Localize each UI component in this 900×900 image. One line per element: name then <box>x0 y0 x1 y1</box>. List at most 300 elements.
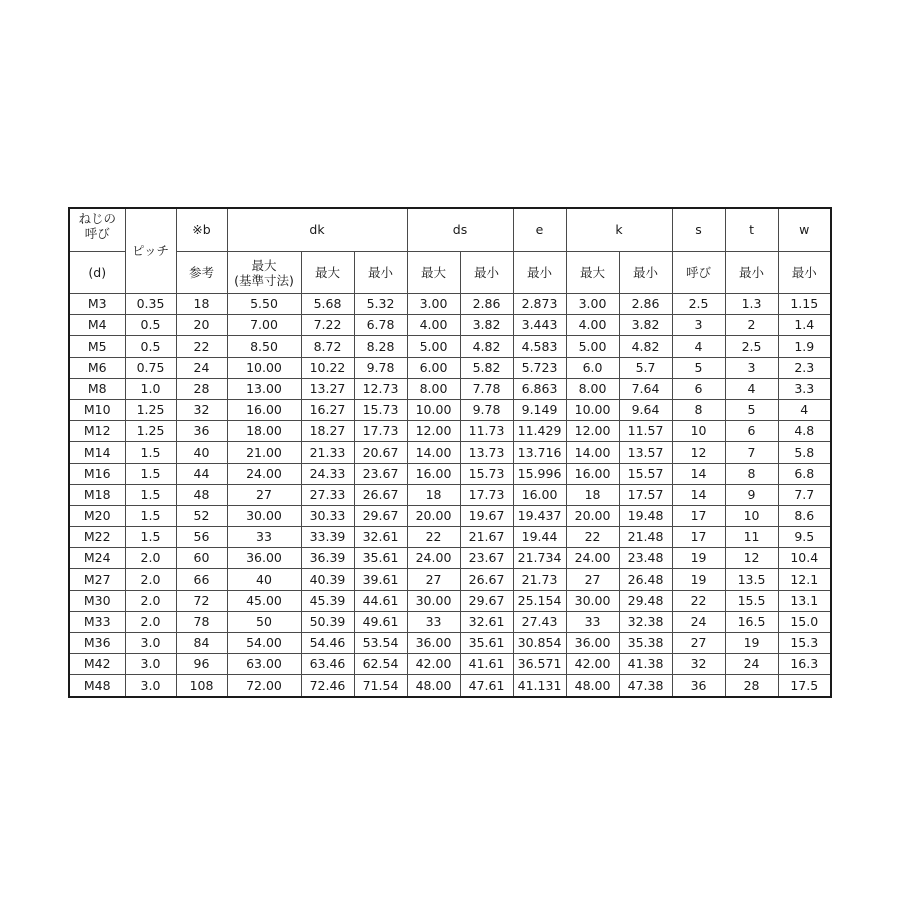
cell-ds-max: 5.00 <box>407 336 460 357</box>
cell-pitch: 0.5 <box>125 315 176 336</box>
cell-dk-max: 13.27 <box>301 378 354 399</box>
header-w: w <box>778 208 831 252</box>
cell-t-min: 19 <box>725 633 778 654</box>
table-row <box>69 675 831 697</box>
cell-e-min: 4.583 <box>513 336 566 357</box>
cell-t-min: 2 <box>725 315 778 336</box>
cell-nominal: M42 <box>69 654 125 675</box>
cell-ds-min: 11.73 <box>460 421 513 442</box>
cell-k-max: 16.00 <box>566 463 619 484</box>
cell-k-max: 42.00 <box>566 654 619 675</box>
header-nominal-line2: 呼び <box>84 226 110 241</box>
header-nominal-line1: ねじの <box>78 211 116 226</box>
cell-s: 8 <box>672 399 725 420</box>
cell-ds-min: 5.82 <box>460 357 513 378</box>
header-e-min: 最小 <box>513 252 566 294</box>
cell-t-min: 12 <box>725 548 778 569</box>
cell-dk-min: 29.67 <box>354 505 407 526</box>
cell-b: 32 <box>176 399 227 420</box>
cell-w-min: 12.1 <box>778 569 831 590</box>
cell-pitch: 3.0 <box>125 654 176 675</box>
cell-b: 56 <box>176 527 227 548</box>
cell-s: 17 <box>672 505 725 526</box>
cell-e-min: 6.863 <box>513 378 566 399</box>
cell-w-min: 1.15 <box>778 294 831 315</box>
cell-pitch: 1.0 <box>125 378 176 399</box>
cell-dk-max: 30.33 <box>301 505 354 526</box>
header-ds-min: 最小 <box>460 252 513 294</box>
cell-dk-max: 40.39 <box>301 569 354 590</box>
cell-s: 12 <box>672 442 725 463</box>
cell-s: 14 <box>672 463 725 484</box>
header-nominal <box>69 208 125 252</box>
cell-b: 44 <box>176 463 227 484</box>
header-b-sub: 参考 <box>176 252 227 294</box>
cell-dk-max: 45.39 <box>301 590 354 611</box>
cell-dk-max-basic: 8.50 <box>227 336 301 357</box>
header-dk: dk <box>227 208 407 252</box>
cell-t-min: 15.5 <box>725 590 778 611</box>
cell-w-min: 16.3 <box>778 654 831 675</box>
cell-b: 108 <box>176 675 227 697</box>
cell-s: 19 <box>672 548 725 569</box>
cell-nominal: M48 <box>69 675 125 697</box>
cell-w-min: 3.3 <box>778 378 831 399</box>
cell-dk-min: 39.61 <box>354 569 407 590</box>
cell-nominal: M10 <box>69 399 125 420</box>
cell-k-min: 35.38 <box>619 633 672 654</box>
header-dk-min: 最小 <box>354 252 407 294</box>
cell-dk-max: 16.27 <box>301 399 354 420</box>
cell-ds-min: 15.73 <box>460 463 513 484</box>
cell-nominal: M12 <box>69 421 125 442</box>
table-body <box>69 294 831 697</box>
header-k-max: 最大 <box>566 252 619 294</box>
cell-nominal: M6 <box>69 357 125 378</box>
cell-ds-min: 47.61 <box>460 675 513 697</box>
cell-dk-min: 35.61 <box>354 548 407 569</box>
cell-dk-min: 26.67 <box>354 484 407 505</box>
cell-dk-min: 6.78 <box>354 315 407 336</box>
header-t-min: 最小 <box>725 252 778 294</box>
header-dk-max-basic-line2: (基準寸法) <box>234 272 294 288</box>
cell-k-min: 2.86 <box>619 294 672 315</box>
cell-nominal: M14 <box>69 442 125 463</box>
cell-k-max: 36.00 <box>566 633 619 654</box>
cell-e-min: 13.716 <box>513 442 566 463</box>
cell-k-min: 23.48 <box>619 548 672 569</box>
cell-k-min: 26.48 <box>619 569 672 590</box>
cell-dk-max: 5.68 <box>301 294 354 315</box>
cell-k-max: 48.00 <box>566 675 619 697</box>
cell-k-min: 41.38 <box>619 654 672 675</box>
cell-nominal: M8 <box>69 378 125 399</box>
cell-ds-min: 23.67 <box>460 548 513 569</box>
cell-pitch: 1.5 <box>125 484 176 505</box>
cell-k-min: 32.38 <box>619 611 672 632</box>
cell-nominal: M22 <box>69 527 125 548</box>
cell-ds-max: 6.00 <box>407 357 460 378</box>
cell-dk-min: 20.67 <box>354 442 407 463</box>
cell-b: 66 <box>176 569 227 590</box>
cell-dk-max-basic: 24.00 <box>227 463 301 484</box>
cell-ds-min: 3.82 <box>460 315 513 336</box>
cell-k-max: 20.00 <box>566 505 619 526</box>
cell-ds-max: 20.00 <box>407 505 460 526</box>
cell-dk-max-basic: 5.50 <box>227 294 301 315</box>
cell-nominal: M27 <box>69 569 125 590</box>
cell-ds-min: 7.78 <box>460 378 513 399</box>
header-b: ※b <box>176 208 227 252</box>
cell-b: 28 <box>176 378 227 399</box>
header-dk-max: 最大 <box>301 252 354 294</box>
cell-e-min: 25.154 <box>513 590 566 611</box>
header-pitch: ピッチ <box>125 208 176 294</box>
cell-dk-max: 24.33 <box>301 463 354 484</box>
cell-dk-min: 9.78 <box>354 357 407 378</box>
cell-dk-max: 36.39 <box>301 548 354 569</box>
cell-ds-max: 30.00 <box>407 590 460 611</box>
cell-nominal: M16 <box>69 463 125 484</box>
cell-ds-max: 16.00 <box>407 463 460 484</box>
cell-k-min: 21.48 <box>619 527 672 548</box>
cell-pitch: 2.0 <box>125 611 176 632</box>
cell-w-min: 4.8 <box>778 421 831 442</box>
cell-dk-max-basic: 13.00 <box>227 378 301 399</box>
cell-ds-min: 32.61 <box>460 611 513 632</box>
cell-s: 19 <box>672 569 725 590</box>
cell-ds-min: 4.82 <box>460 336 513 357</box>
table-row <box>69 590 831 611</box>
cell-k-min: 17.57 <box>619 484 672 505</box>
cell-t-min: 13.5 <box>725 569 778 590</box>
cell-w-min: 1.4 <box>778 315 831 336</box>
cell-dk-min: 71.54 <box>354 675 407 697</box>
cell-ds-max: 18 <box>407 484 460 505</box>
cell-s: 17 <box>672 527 725 548</box>
cell-pitch: 1.25 <box>125 399 176 420</box>
cell-nominal: M20 <box>69 505 125 526</box>
cell-t-min: 28 <box>725 675 778 697</box>
cell-dk-max: 10.22 <box>301 357 354 378</box>
cell-ds-max: 48.00 <box>407 675 460 697</box>
cell-e-min: 21.734 <box>513 548 566 569</box>
cell-ds-max: 36.00 <box>407 633 460 654</box>
cell-dk-max-basic: 16.00 <box>227 399 301 420</box>
cell-b: 40 <box>176 442 227 463</box>
cell-k-min: 4.82 <box>619 336 672 357</box>
cell-w-min: 5.8 <box>778 442 831 463</box>
cell-ds-min: 41.61 <box>460 654 513 675</box>
table-row <box>69 294 831 315</box>
cell-k-max: 8.00 <box>566 378 619 399</box>
cell-k-max: 10.00 <box>566 399 619 420</box>
cell-k-max: 5.00 <box>566 336 619 357</box>
cell-t-min: 10 <box>725 505 778 526</box>
cell-k-max: 27 <box>566 569 619 590</box>
cell-ds-min: 17.73 <box>460 484 513 505</box>
table-row <box>69 315 831 336</box>
table-row <box>69 378 831 399</box>
cell-pitch: 2.0 <box>125 569 176 590</box>
cell-k-min: 7.64 <box>619 378 672 399</box>
cell-t-min: 8 <box>725 463 778 484</box>
cell-pitch: 2.0 <box>125 548 176 569</box>
cell-dk-max: 27.33 <box>301 484 354 505</box>
cell-pitch: 3.0 <box>125 675 176 697</box>
cell-k-max: 18 <box>566 484 619 505</box>
cell-t-min: 6 <box>725 421 778 442</box>
cell-dk-max: 18.27 <box>301 421 354 442</box>
cell-t-min: 24 <box>725 654 778 675</box>
table-row <box>69 654 831 675</box>
table-row <box>69 505 831 526</box>
hex-socket-bolt-dimension-table <box>68 207 832 698</box>
header-s-nominal: 呼び <box>672 252 725 294</box>
header-row-2 <box>69 252 831 294</box>
header-s: s <box>672 208 725 252</box>
cell-dk-max-basic: 50 <box>227 611 301 632</box>
cell-ds-min: 29.67 <box>460 590 513 611</box>
cell-s: 24 <box>672 611 725 632</box>
header-row-1 <box>69 208 831 252</box>
cell-b: 48 <box>176 484 227 505</box>
cell-pitch: 1.5 <box>125 463 176 484</box>
cell-k-max: 12.00 <box>566 421 619 442</box>
table-row <box>69 421 831 442</box>
cell-k-min: 29.48 <box>619 590 672 611</box>
cell-dk-max-basic: 45.00 <box>227 590 301 611</box>
cell-e-min: 2.873 <box>513 294 566 315</box>
cell-dk-max-basic: 36.00 <box>227 548 301 569</box>
cell-dk-min: 8.28 <box>354 336 407 357</box>
cell-dk-min: 53.54 <box>354 633 407 654</box>
cell-t-min: 9 <box>725 484 778 505</box>
cell-pitch: 1.25 <box>125 421 176 442</box>
table-row <box>69 527 831 548</box>
cell-b: 78 <box>176 611 227 632</box>
cell-t-min: 11 <box>725 527 778 548</box>
cell-e-min: 3.443 <box>513 315 566 336</box>
cell-k-max: 24.00 <box>566 548 619 569</box>
cell-t-min: 7 <box>725 442 778 463</box>
cell-dk-max-basic: 10.00 <box>227 357 301 378</box>
cell-k-max: 14.00 <box>566 442 619 463</box>
table-row <box>69 399 831 420</box>
cell-dk-max: 63.46 <box>301 654 354 675</box>
cell-t-min: 3 <box>725 357 778 378</box>
cell-dk-max: 50.39 <box>301 611 354 632</box>
cell-dk-min: 5.32 <box>354 294 407 315</box>
cell-pitch: 0.75 <box>125 357 176 378</box>
cell-dk-min: 49.61 <box>354 611 407 632</box>
cell-w-min: 9.5 <box>778 527 831 548</box>
cell-k-min: 9.64 <box>619 399 672 420</box>
cell-ds-max: 42.00 <box>407 654 460 675</box>
cell-nominal: M30 <box>69 590 125 611</box>
cell-s: 10 <box>672 421 725 442</box>
cell-k-max: 33 <box>566 611 619 632</box>
cell-k-min: 47.38 <box>619 675 672 697</box>
header-w-min: 最小 <box>778 252 831 294</box>
cell-k-min: 5.7 <box>619 357 672 378</box>
cell-b: 96 <box>176 654 227 675</box>
cell-t-min: 5 <box>725 399 778 420</box>
cell-w-min: 15.3 <box>778 633 831 654</box>
cell-b: 18 <box>176 294 227 315</box>
cell-e-min: 30.854 <box>513 633 566 654</box>
cell-dk-min: 32.61 <box>354 527 407 548</box>
table-row <box>69 548 831 569</box>
cell-k-max: 30.00 <box>566 590 619 611</box>
cell-pitch: 1.5 <box>125 442 176 463</box>
cell-w-min: 15.0 <box>778 611 831 632</box>
cell-dk-max: 54.46 <box>301 633 354 654</box>
cell-s: 36 <box>672 675 725 697</box>
cell-s: 27 <box>672 633 725 654</box>
cell-w-min: 13.1 <box>778 590 831 611</box>
cell-ds-min: 2.86 <box>460 294 513 315</box>
cell-k-min: 11.57 <box>619 421 672 442</box>
cell-w-min: 4 <box>778 399 831 420</box>
cell-t-min: 2.5 <box>725 336 778 357</box>
cell-ds-max: 8.00 <box>407 378 460 399</box>
cell-e-min: 19.437 <box>513 505 566 526</box>
cell-b: 84 <box>176 633 227 654</box>
cell-e-min: 11.429 <box>513 421 566 442</box>
header-ds-max: 最大 <box>407 252 460 294</box>
cell-ds-max: 24.00 <box>407 548 460 569</box>
cell-dk-min: 12.73 <box>354 378 407 399</box>
cell-w-min: 10.4 <box>778 548 831 569</box>
table-row <box>69 569 831 590</box>
cell-nominal: M18 <box>69 484 125 505</box>
cell-ds-max: 14.00 <box>407 442 460 463</box>
cell-dk-max-basic: 33 <box>227 527 301 548</box>
cell-t-min: 4 <box>725 378 778 399</box>
table-row <box>69 442 831 463</box>
cell-dk-max: 7.22 <box>301 315 354 336</box>
table-row <box>69 633 831 654</box>
cell-pitch: 1.5 <box>125 527 176 548</box>
cell-e-min: 36.571 <box>513 654 566 675</box>
cell-nominal: M3 <box>69 294 125 315</box>
cell-k-max: 3.00 <box>566 294 619 315</box>
cell-pitch: 1.5 <box>125 505 176 526</box>
cell-ds-min: 9.78 <box>460 399 513 420</box>
cell-nominal: M4 <box>69 315 125 336</box>
cell-e-min: 9.149 <box>513 399 566 420</box>
cell-nominal: M33 <box>69 611 125 632</box>
cell-s: 3 <box>672 315 725 336</box>
cell-dk-max: 33.39 <box>301 527 354 548</box>
cell-dk-max-basic: 27 <box>227 484 301 505</box>
cell-ds-min: 19.67 <box>460 505 513 526</box>
cell-pitch: 0.35 <box>125 294 176 315</box>
cell-s: 5 <box>672 357 725 378</box>
cell-pitch: 2.0 <box>125 590 176 611</box>
cell-dk-max-basic: 30.00 <box>227 505 301 526</box>
header-dk-max-basic <box>227 252 301 294</box>
cell-w-min: 6.8 <box>778 463 831 484</box>
cell-e-min: 15.996 <box>513 463 566 484</box>
cell-nominal: M24 <box>69 548 125 569</box>
cell-ds-max: 10.00 <box>407 399 460 420</box>
cell-ds-min: 13.73 <box>460 442 513 463</box>
cell-e-min: 19.44 <box>513 527 566 548</box>
cell-dk-min: 23.67 <box>354 463 407 484</box>
cell-s: 4 <box>672 336 725 357</box>
cell-ds-min: 26.67 <box>460 569 513 590</box>
cell-pitch: 0.5 <box>125 336 176 357</box>
cell-s: 14 <box>672 484 725 505</box>
cell-b: 22 <box>176 336 227 357</box>
table-row <box>69 484 831 505</box>
cell-s: 2.5 <box>672 294 725 315</box>
cell-k-max: 6.0 <box>566 357 619 378</box>
table-row <box>69 611 831 632</box>
cell-dk-min: 44.61 <box>354 590 407 611</box>
cell-b: 72 <box>176 590 227 611</box>
cell-e-min: 5.723 <box>513 357 566 378</box>
cell-k-max: 22 <box>566 527 619 548</box>
table-header <box>69 208 831 294</box>
cell-e-min: 41.131 <box>513 675 566 697</box>
header-t: t <box>725 208 778 252</box>
cell-t-min: 1.3 <box>725 294 778 315</box>
header-k-min: 最小 <box>619 252 672 294</box>
cell-dk-max: 72.46 <box>301 675 354 697</box>
cell-b: 20 <box>176 315 227 336</box>
cell-k-min: 13.57 <box>619 442 672 463</box>
cell-ds-max: 33 <box>407 611 460 632</box>
cell-ds-max: 27 <box>407 569 460 590</box>
header-k: k <box>566 208 672 252</box>
cell-dk-max-basic: 7.00 <box>227 315 301 336</box>
cell-ds-max: 3.00 <box>407 294 460 315</box>
cell-nominal: M36 <box>69 633 125 654</box>
cell-e-min: 16.00 <box>513 484 566 505</box>
cell-w-min: 1.9 <box>778 336 831 357</box>
cell-dk-max-basic: 54.00 <box>227 633 301 654</box>
cell-ds-min: 35.61 <box>460 633 513 654</box>
cell-b: 60 <box>176 548 227 569</box>
cell-b: 24 <box>176 357 227 378</box>
cell-k-min: 15.57 <box>619 463 672 484</box>
cell-t-min: 16.5 <box>725 611 778 632</box>
cell-e-min: 21.73 <box>513 569 566 590</box>
cell-b: 36 <box>176 421 227 442</box>
cell-ds-max: 4.00 <box>407 315 460 336</box>
cell-dk-max-basic: 21.00 <box>227 442 301 463</box>
cell-dk-max-basic: 40 <box>227 569 301 590</box>
cell-w-min: 2.3 <box>778 357 831 378</box>
cell-ds-max: 12.00 <box>407 421 460 442</box>
cell-e-min: 27.43 <box>513 611 566 632</box>
cell-ds-min: 21.67 <box>460 527 513 548</box>
cell-w-min: 17.5 <box>778 675 831 697</box>
cell-s: 32 <box>672 654 725 675</box>
cell-dk-min: 15.73 <box>354 399 407 420</box>
cell-ds-max: 22 <box>407 527 460 548</box>
cell-dk-max-basic: 72.00 <box>227 675 301 697</box>
cell-nominal: M5 <box>69 336 125 357</box>
cell-dk-max-basic: 18.00 <box>227 421 301 442</box>
header-dk-max-basic-line1: 最大 <box>251 257 277 273</box>
cell-k-min: 19.48 <box>619 505 672 526</box>
cell-dk-min: 17.73 <box>354 421 407 442</box>
cell-dk-max-basic: 63.00 <box>227 654 301 675</box>
